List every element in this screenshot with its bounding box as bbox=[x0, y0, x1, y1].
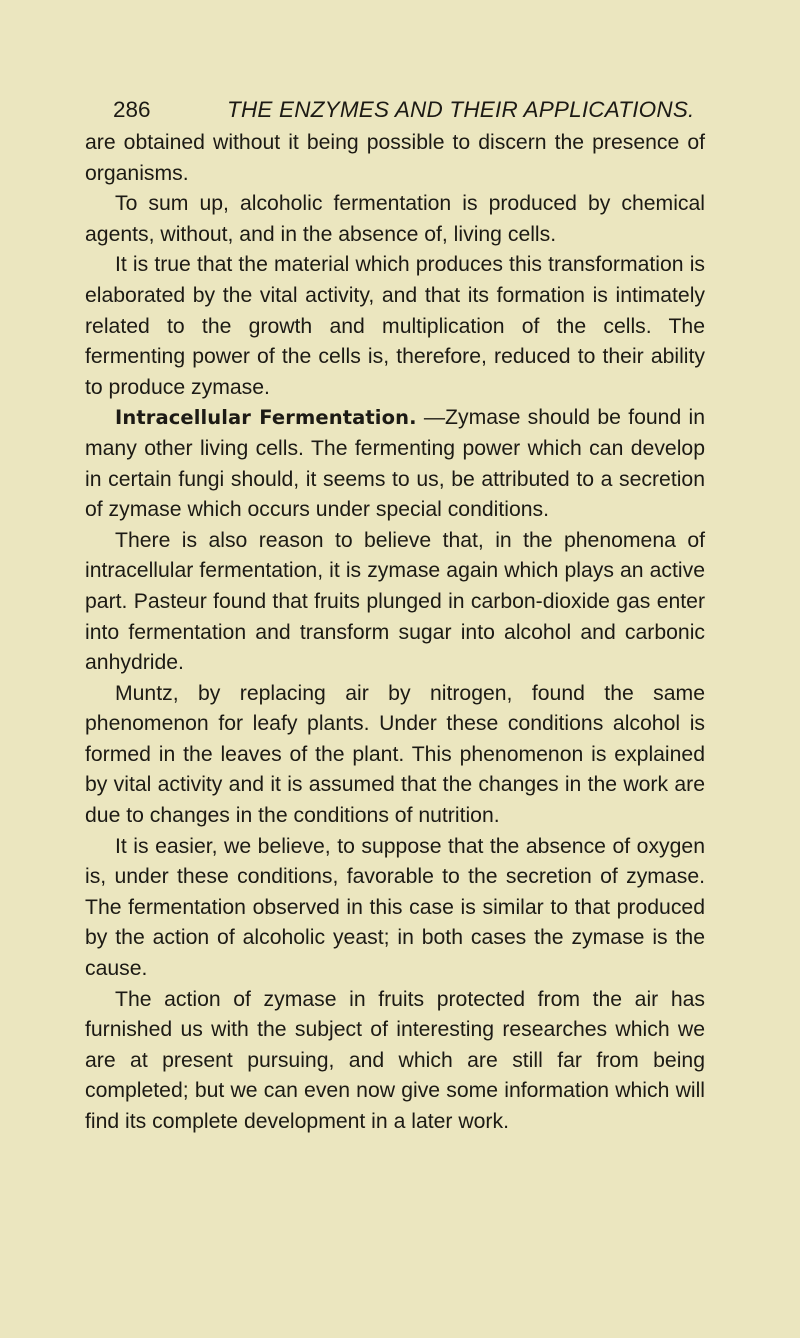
paragraph-text: are obtained without it being possible to discern the presence of organisms. bbox=[85, 131, 705, 185]
section-heading: Intracellular Fermentation. bbox=[115, 406, 417, 430]
paragraph-text: —Zymase should be found in many other living cells. The fermenting power which can develop in certain fungi should, it seems to us, be attributed to a secretion of zymase which occurs under special conditions. bbox=[85, 406, 705, 522]
body-text bbox=[85, 128, 705, 1138]
paragraph-text: Muntz, by replacing air by nitrogen, found the same phenomenon for leafy plants. Under these conditions alcohol is formed in the leaves of the plant. This phenomenon is explained by vital activity and it is assumed that the changes in the work are due to changes in the conditions of nutrition. bbox=[85, 681, 705, 828]
paragraph bbox=[85, 128, 705, 189]
paragraph-text: It is easier, we believe, to suppose that the absence of oxygen is, under these conditions, favorable to the secretion of zymase. The fermentation observed in this case is similar to that produced by the action of alcoholic yeast; in both cases the zymase is the cause. bbox=[85, 834, 705, 981]
paragraph bbox=[85, 985, 705, 1138]
paragraph bbox=[85, 832, 705, 985]
paragraph-text: The action of zymase in fruits protected from the air has furnished us with the subject of interesting researches which we are at present pursuing, and which are still far from being completed; but we can even now give some information which will find its complete development in a later work. bbox=[85, 987, 705, 1133]
paragraph bbox=[85, 189, 705, 250]
paragraph bbox=[85, 679, 705, 832]
page-number: 286 bbox=[113, 97, 151, 122]
paragraph-text: It is true that the material which produces this transformation is elaborated by the vital activity, and that its formation is intimately related to the growth and multiplication of the cells. The fermenting power of the cells is, therefore, reduced to their ability to produce zymase. bbox=[85, 253, 705, 399]
paragraph-text: There is also reason to believe that, in the phenomena of intracellular fermentation, it is zymase again which plays an active part. Pasteur found that fruits plunged in carbon-dioxide gas enter into fermentation and transform sugar into alcohol and carbonic anhydride. bbox=[85, 528, 705, 675]
paragraph bbox=[85, 250, 705, 403]
running-head: THE ENZYMES AND THEIR APPLICATIONS. bbox=[227, 97, 695, 122]
paragraph bbox=[85, 403, 705, 525]
paragraph bbox=[85, 526, 705, 679]
paragraph-text: To sum up, alcoholic fermentation is produced by chemical agents, without, and in the absence of, living cells. bbox=[85, 192, 705, 246]
page-header bbox=[113, 94, 695, 126]
